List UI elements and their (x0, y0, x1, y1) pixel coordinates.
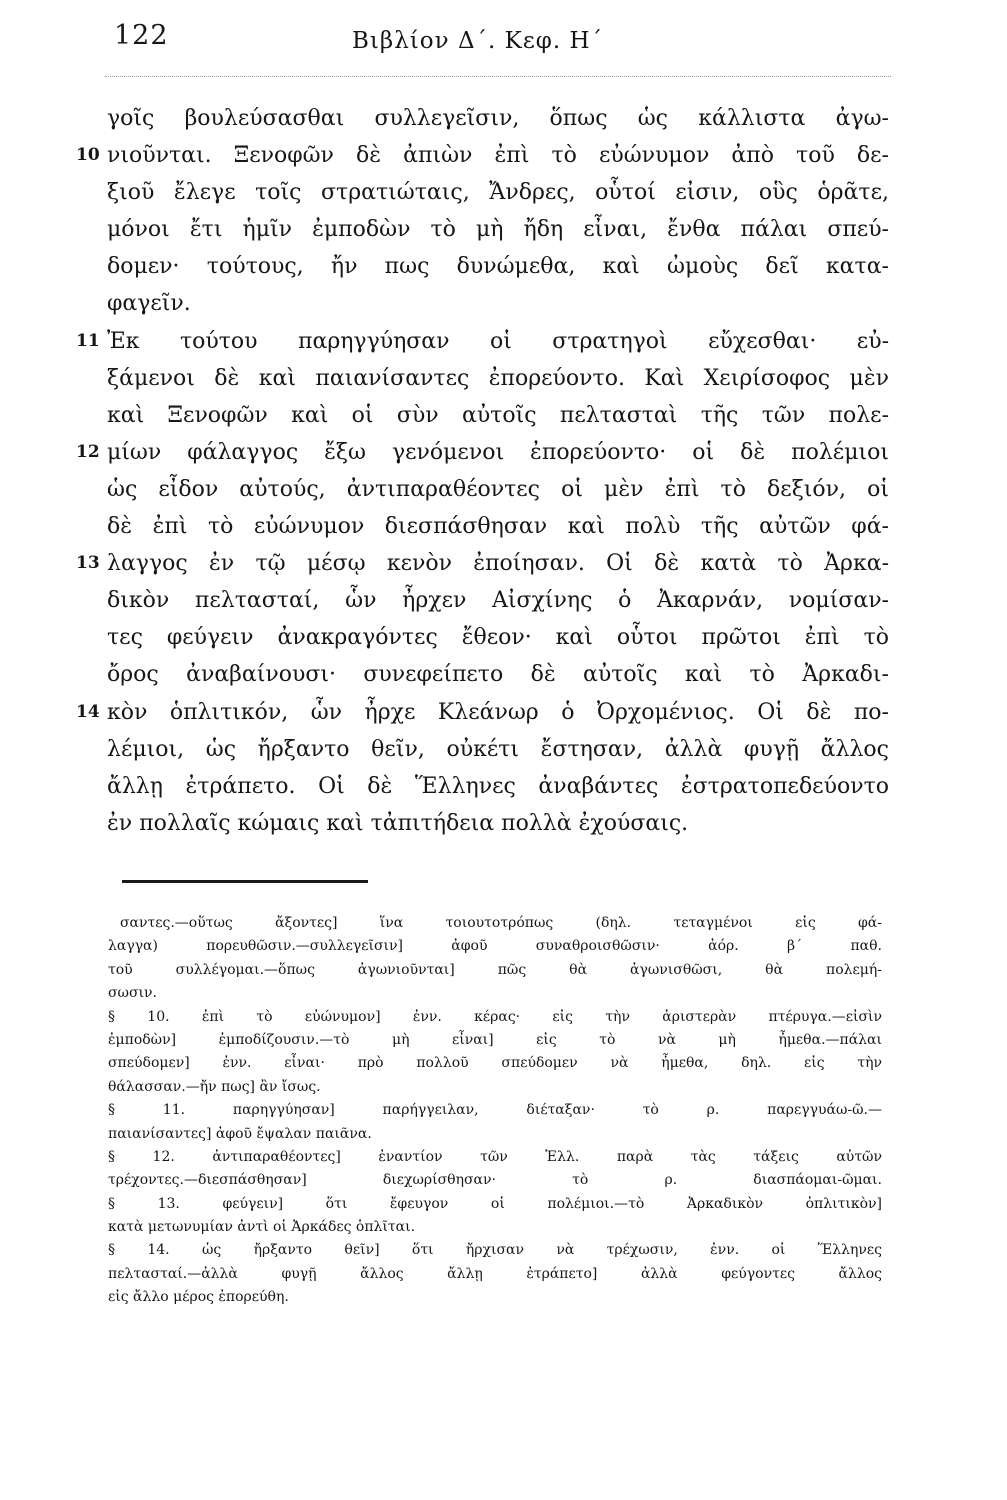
note-line-content: ἐμποδὼν] ἐμποδίζουσιν.—τὸ μὴ εἶναι] εἰς τὸ νὰ μὴ ἦμεθα.—πάλαι (108, 1031, 882, 1048)
text-line (0, 582, 1007, 619)
note-line (0, 912, 1007, 935)
text-line (0, 397, 1007, 434)
note-line (0, 1076, 1007, 1099)
text-line-content: δομεν· τούτους, ἤν πως δυνώμεθα, καὶ ὠμοὺς δεῖ κατα- (107, 254, 889, 280)
text-line (0, 545, 1007, 582)
note-line-content: τοῦ συλλέγομαι.—ὅπως ἀγωνιοῦνται] πῶς θὰ ἀγωνισθῶσι, θὰ πολεμή- (108, 961, 882, 978)
note-line (0, 1006, 1007, 1029)
text-line-content: ὄρος ἀναβαίνουσι· συνεφείπετο δὲ αὐτοῖς καὶ τὸ Ἀρκαδι- (107, 662, 889, 688)
note-line-content: κατὰ μετωνυμίαν ἀντὶ οἱ Ἀρκάδες ὁπλῖται. (108, 1219, 416, 1236)
note-line-content: εἰς ἄλλο μέρος ἐπορεύθη. (108, 1289, 289, 1306)
text-line (0, 137, 1007, 174)
section-number: 12 (76, 441, 100, 462)
note-line-content: § 13. φεύγειν] ὅτι ἔφευγον οἱ πολέμιοι.—τὸ Ἀρκαδικὸν ὁπλιτικὸν] (108, 1195, 882, 1212)
note-line-content: σωσιν. (108, 985, 157, 1002)
text-line (0, 434, 1007, 471)
text-line-content: φαγεῖν. (107, 291, 191, 317)
text-line-content: νιοῦνται. Ξενοφῶν δὲ ἀπιὼν ἐπὶ τὸ εὐώνυμον ἀπὸ τοῦ δε- (107, 143, 889, 169)
section-number: 13 (76, 553, 100, 574)
note-line-content: § 14. ὡς ἤρξαντο θεῖν] ὅτι ἤρχισαν νὰ τρέχωσιν, ἐνν. οἱ Ἕλληνες (108, 1242, 882, 1259)
text-line (0, 285, 1007, 322)
running-head: Βιβλίον Δ΄. Κεφ. Η΄ (352, 28, 604, 54)
note-line (0, 1099, 1007, 1122)
text-line-content: δὲ ἐπὶ τὸ εὐώνυμον διεσπάσθησαν καὶ πολὺ τῆς αὐτῶν φά- (107, 514, 889, 540)
note-line (0, 1146, 1007, 1169)
section-number: 10 (76, 145, 100, 166)
note-line-content: πελτασταί.—ἀλλὰ φυγῇ ἄλλος ἄλλῃ ἐτράπετο] ἀλλὰ φεύγοντες ἄλλος (108, 1265, 882, 1282)
text-line (0, 471, 1007, 508)
note-line-content: σπεύδομεν] ἐνν. εἶναι· πρὸ πολλοῦ σπεύδομεν νὰ ἦμεθα, δηλ. εἰς τὴν (108, 1055, 882, 1072)
section-number: 11 (76, 330, 100, 351)
note-line (0, 1169, 1007, 1192)
text-line (0, 656, 1007, 693)
text-line-content: κὸν ὁπλιτικόν, ὧν ἦρχε Κλεάνωρ ὁ Ὀρχομένιος. Οἱ δὲ πο- (107, 699, 889, 725)
text-line (0, 805, 1007, 842)
note-line (0, 1123, 1007, 1146)
note-line-content: § 11. παρηγγύησαν] παρήγγειλαν, διέταξαν· τὸ ρ. παρεγγυάω-ῶ.— (108, 1102, 882, 1119)
text-line (0, 248, 1007, 285)
text-line-content: γοῖς βουλεύσασθαι συλλεγεῖσιν, ὅπως ὡς κάλλιστα ἀγω- (107, 106, 889, 131)
text-line-content: ξιοῦ ἔλεγε τοῖς στρατιώταις, Ἄνδρες, οὗτοί εἰσιν, οὓς ὁρᾶτε, (107, 180, 889, 206)
text-line-content: καὶ Ξενοφῶν καὶ οἱ σὺν αὐτοῖς πελτασταὶ τῆς τῶν πολε- (107, 402, 889, 428)
note-line (0, 1239, 1007, 1262)
commentary-notes (0, 912, 1007, 1310)
text-line-content: τες φεύγειν ἀνακραγόντες ἔθεον· καὶ οὗτοι πρῶτοι ἐπὶ τὸ (107, 625, 889, 651)
text-line-content: Ἐκ τούτου παρηγγύησαν οἱ στρατηγοὶ εὔχεσθαι· εὐ- (107, 328, 889, 354)
text-line (0, 100, 1007, 137)
text-line-content: λαγγος ἐν τῷ μέσῳ κενὸν ἐποίησαν. Οἱ δὲ κατὰ τὸ Ἀρκα- (107, 551, 889, 577)
text-line-content: ξάμενοι δὲ καὶ παιανίσαντες ἐπορεύοντο. Καὶ Χειρίσοφος μὲν (107, 365, 889, 391)
text-line-content: ὡς εἶδον αὐτούς, ἀντιπαραθέοντες οἱ μὲν ἐπὶ τὸ δεξιόν, οἱ (107, 476, 889, 502)
note-line-content: § 12. ἀντιπαραθέοντες] ἐναντίον τῶν Ἑλλ. παρὰ τὰς τάξεις αὐτῶν (108, 1148, 882, 1165)
section-number: 14 (76, 701, 100, 722)
main-text (0, 100, 1007, 842)
note-line-content: παιανίσαντες] ἀφοῦ ἔψαλαν παιᾶνα. (108, 1125, 372, 1142)
text-line-content: λέμιοι, ὡς ἤρξαντο θεῖν, οὐκέτι ἔστησαν, ἀλλὰ φυγῇ ἄλλος (107, 736, 889, 762)
text-line-content: ἐν πολλαῖς κώμαις καὶ τἀπιτήδεια πολλὰ ἐχούσαις. (107, 810, 689, 836)
text-line-content: μίων φάλαγγος ἔξω γενόμενοι ἐπορεύοντο· οἱ δὲ πολέμιοι (107, 439, 889, 465)
text-line (0, 731, 1007, 768)
text-line-content: δικὸν πελτασταί, ὧν ἦρχεν Αἰσχίνης ὁ Ἀκαρνάν, νομίσαν- (107, 588, 889, 614)
text-line-content: μόνοι ἔτι ἡμῖν ἐμποδὼν τὸ μὴ ἤδη εἶναι, ἔνθα πάλαι σπεύ- (107, 217, 889, 243)
note-line (0, 1263, 1007, 1286)
note-line (0, 1052, 1007, 1075)
text-line (0, 508, 1007, 545)
note-line (0, 982, 1007, 1005)
text-line-content: ἄλλῃ ἐτράπετο. Οἱ δὲ Ἕλληνες ἀναβάντες ἐστρατοπεδεύοντο (107, 773, 889, 799)
text-line (0, 360, 1007, 397)
note-line-content: θάλασσαν.—ἤν πως] ἂν ἴσως. (108, 1078, 321, 1095)
note-line-content: λαγγα) πορευθῶσιν.—συλλεγεῖσιν] ἀφοῦ συναθροισθῶσιν· ἀόρ. β΄ παθ. (108, 938, 882, 955)
text-line (0, 619, 1007, 656)
text-line (0, 174, 1007, 211)
footnote-rule (122, 880, 368, 883)
note-line-content: § 10. ἐπὶ τὸ εὐώνυμον] ἐνν. κέρας· εἰς τὴν ἀριστερὰν πτέρυγα.—εἰσὶν (108, 1008, 882, 1025)
text-line (0, 211, 1007, 248)
text-line (0, 694, 1007, 731)
note-line-content: τρέχοντες.—διεσπάσθησαν] διεχωρίσθησαν· τὸ ρ. διασπάομαι-ῶμαι. (108, 1172, 882, 1189)
page-number: 122 (114, 20, 169, 51)
note-line (0, 1216, 1007, 1239)
note-line (0, 1193, 1007, 1216)
note-line-content: σαντες.—οὕτως ἄξοντες] ἵνα τοιουτοτρόπως (δηλ. τεταγμένοι εἰς φά- (120, 915, 882, 931)
note-line (0, 959, 1007, 982)
text-line (0, 768, 1007, 805)
note-line (0, 935, 1007, 958)
note-line (0, 1286, 1007, 1309)
text-line (0, 323, 1007, 360)
header-rule (105, 76, 891, 77)
note-line (0, 1029, 1007, 1052)
